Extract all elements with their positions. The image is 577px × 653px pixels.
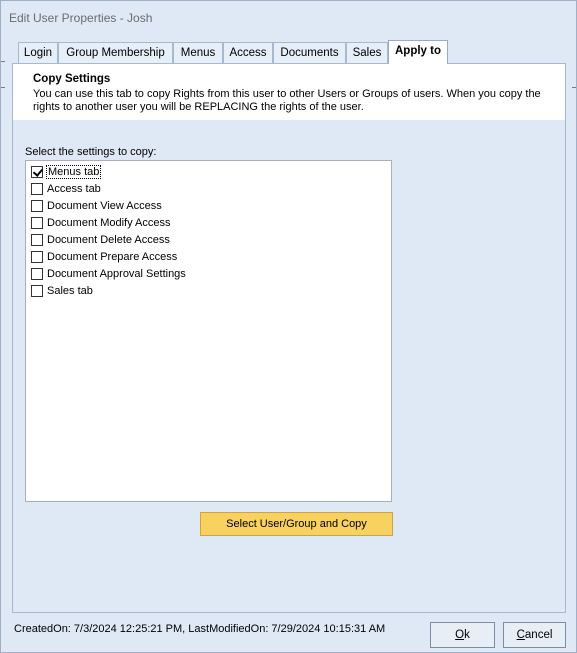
cancel-button[interactable] <box>503 622 566 648</box>
list-item-label: Sales tab <box>47 284 93 297</box>
window-title: Edit User Properties - Josh <box>9 11 153 25</box>
list-item-label: Access tab <box>47 182 101 195</box>
settings-list-label: Select the settings to copy: <box>25 146 157 158</box>
edge-mark <box>1 61 5 62</box>
tab-apply-to[interactable]: Apply to <box>388 40 448 64</box>
select-user-group-and-copy-button[interactable]: Select User/Group and Copy <box>200 512 393 536</box>
list-item-label: Document Prepare Access <box>47 250 178 263</box>
info-box <box>13 64 565 120</box>
title-bar[interactable] <box>1 1 576 35</box>
tab-menus[interactable]: Menus <box>173 42 223 63</box>
apply-to-panel <box>12 63 566 613</box>
checkbox[interactable] <box>31 268 43 280</box>
checkbox[interactable] <box>31 234 43 246</box>
cancel-label-rest: ancel <box>524 629 553 641</box>
tab-access[interactable]: Access <box>223 42 273 63</box>
list-item-document-modify-access[interactable] <box>31 215 171 230</box>
tab-documents[interactable]: Documents <box>273 42 346 63</box>
list-item-sales-tab[interactable] <box>31 283 93 298</box>
checkbox[interactable] <box>31 166 43 178</box>
created-modified-status: CreatedOn: 7/3/2024 12:25:21 PM, LastModifiedOn: 7/29/2024 10:15:31 AM <box>14 623 386 635</box>
checkbox[interactable] <box>31 285 43 297</box>
info-title: Copy Settings <box>33 73 111 85</box>
ok-mnemonic: O <box>455 629 465 641</box>
ok-button[interactable] <box>430 622 495 648</box>
list-item-document-approval-settings[interactable] <box>31 266 186 281</box>
ok-label-rest: k <box>464 629 470 641</box>
list-item-label: Menus tab <box>48 165 100 178</box>
tab-sales[interactable]: Sales <box>346 42 388 63</box>
settings-checklist[interactable] <box>25 160 392 502</box>
edge-mark <box>572 87 576 88</box>
list-item-label: Document Modify Access <box>47 216 171 229</box>
list-item-label: Document Approval Settings <box>47 267 186 280</box>
edge-mark <box>1 87 5 88</box>
tab-login[interactable]: Login <box>18 42 58 63</box>
list-item-document-delete-access[interactable] <box>31 232 170 247</box>
checkbox[interactable] <box>31 217 43 229</box>
cancel-mnemonic: C <box>516 629 525 641</box>
list-item-label: Document Delete Access <box>47 233 170 246</box>
info-description: You can use this tab to copy Rights from this user to other Users or Groups of users. When you copy the rights to another user you will be REPLACING the rights of the user. <box>33 88 541 113</box>
tab-group-membership[interactable]: Group Membership <box>58 42 173 63</box>
list-item-access-tab[interactable] <box>31 181 101 196</box>
list-item-label: Document View Access <box>47 199 162 212</box>
checkbox[interactable] <box>31 200 43 212</box>
list-item-document-view-access[interactable] <box>31 198 162 213</box>
list-item-document-prepare-access[interactable] <box>31 249 177 264</box>
list-item-menus-tab[interactable] <box>31 164 100 179</box>
checkbox[interactable] <box>31 251 43 263</box>
checkbox[interactable] <box>31 183 43 195</box>
